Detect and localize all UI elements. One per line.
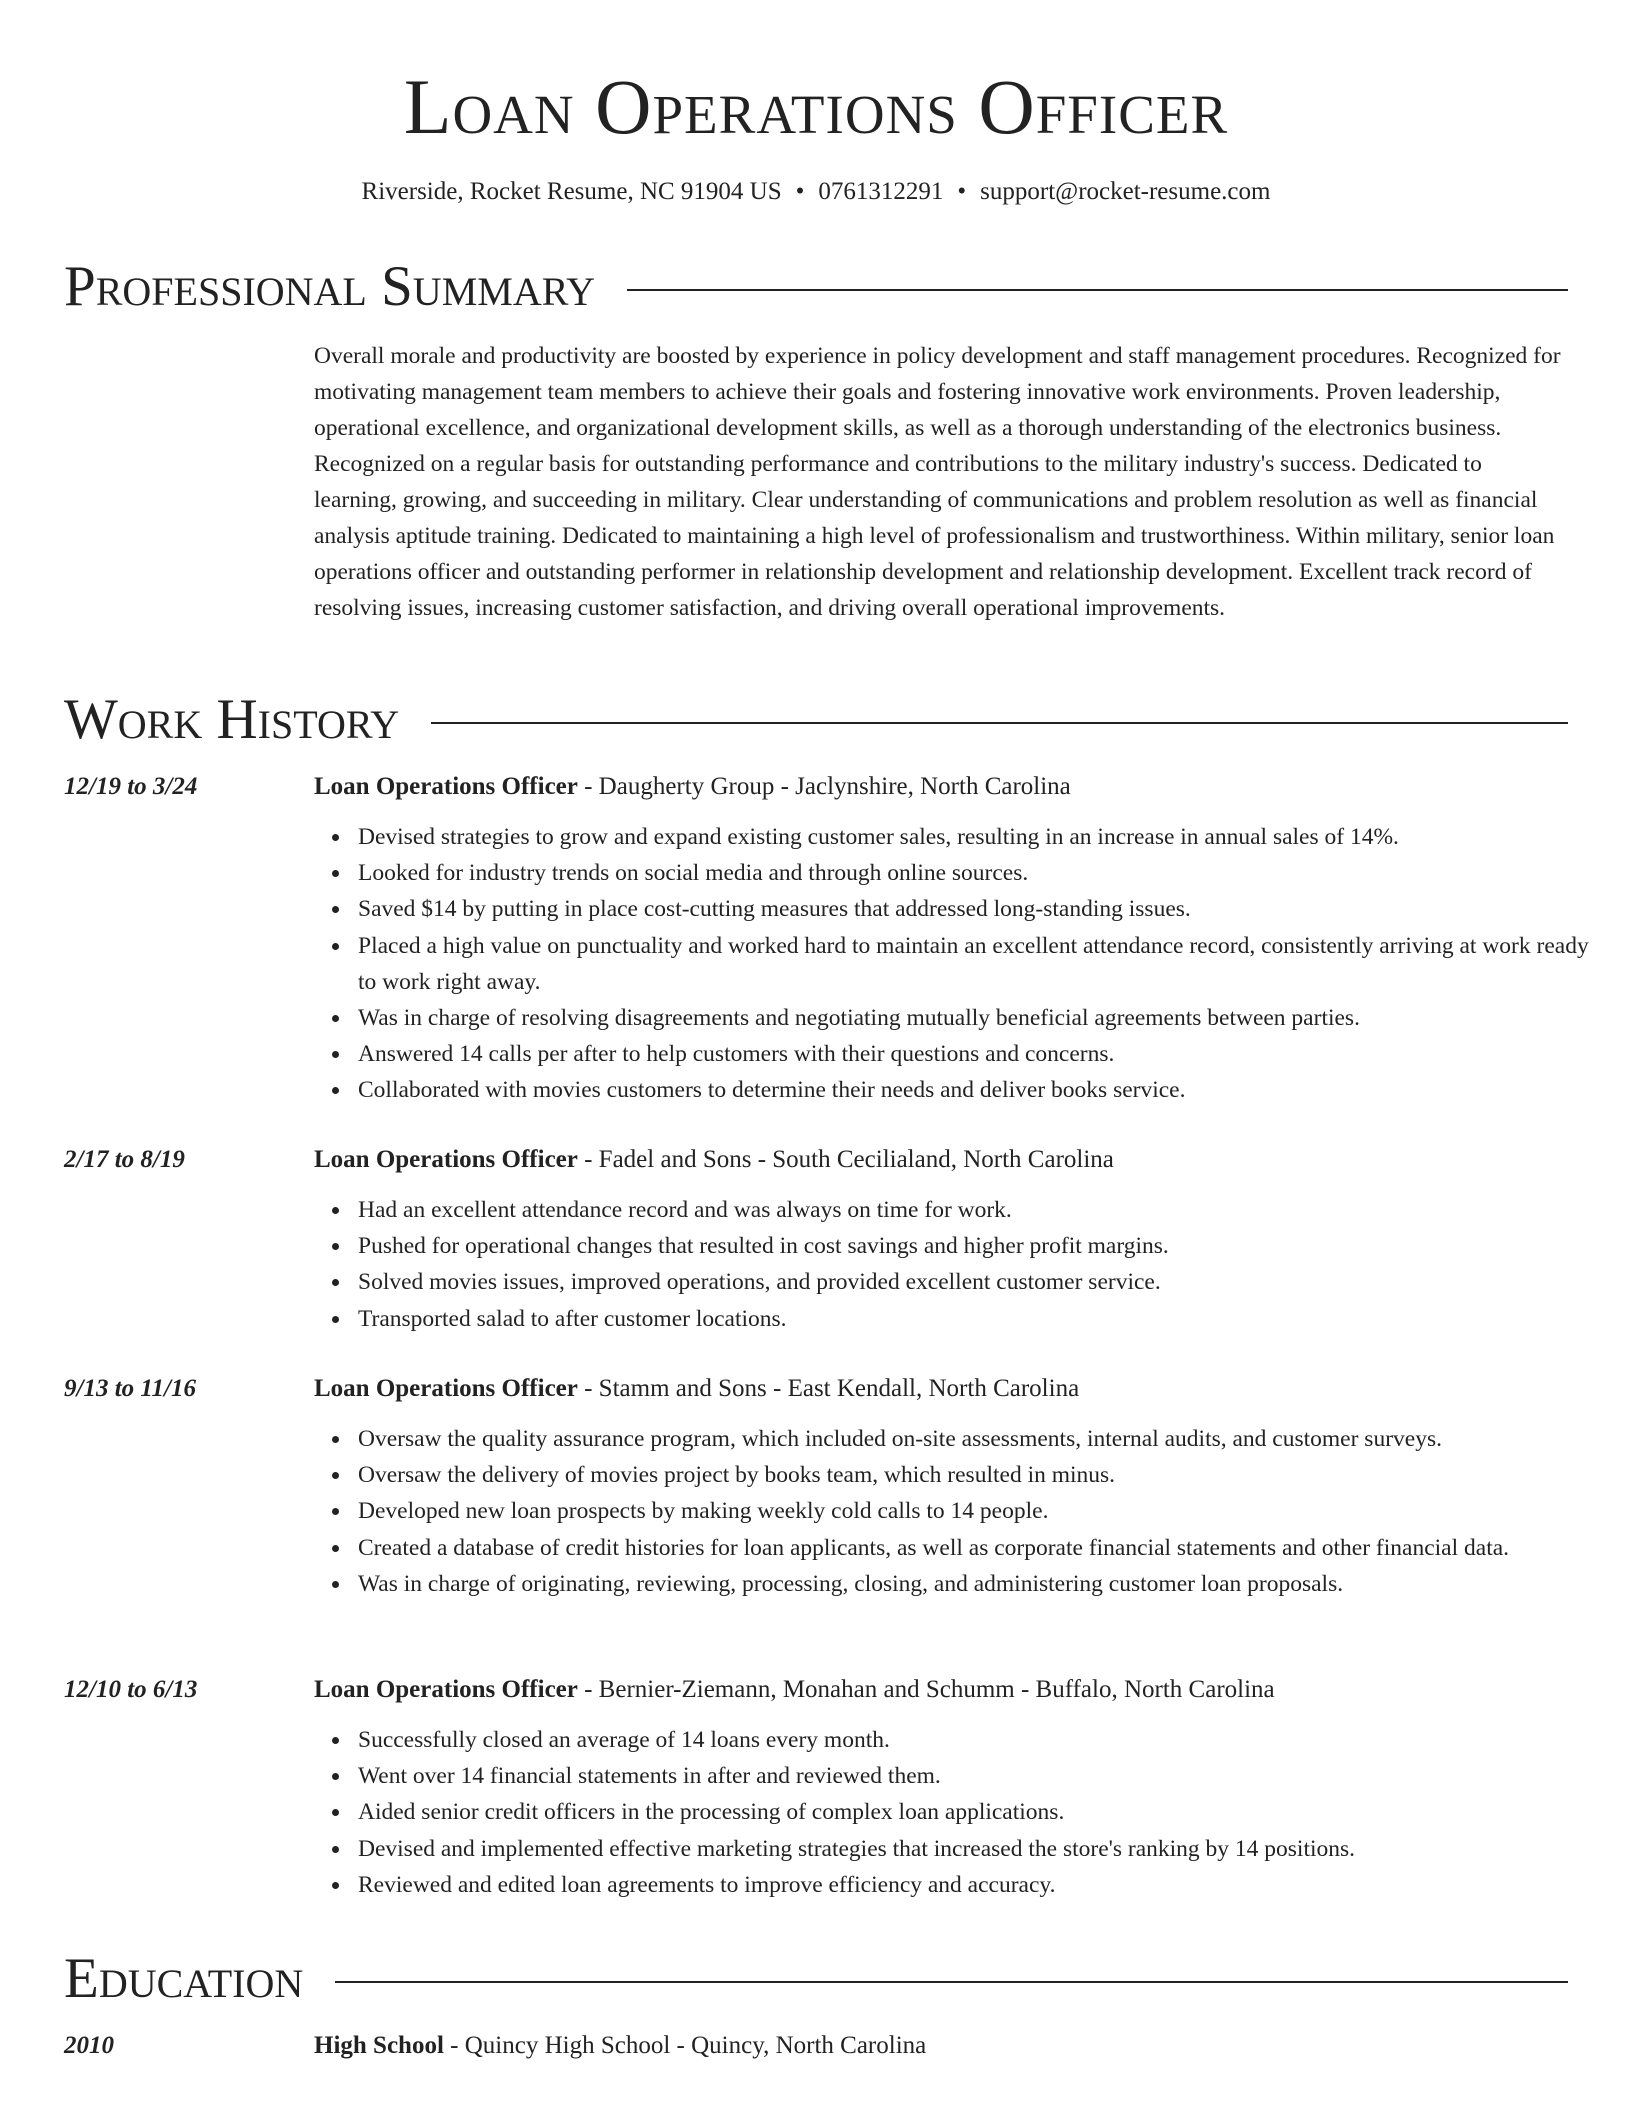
summary-text: Overall morale and productivity are boosted by experience in policy development and staff management procedures. Recognized for motivating management team members to achieve their goals and fostering innovative work environments. Proven leadership, operational excellence, and organizational development skills, as well as a thorough understanding of the electronics business. Recognized on a regular basis for outstanding performance and contributions to the military industry's success. Dedicated to learning, growing, and succeeding in military. Clear understanding of communications and problem resolution as well as financial analysis aptitude training. Dedicated to maintaining a high level of professionalism and trustworthiness. Within military, senior loan operations officer and outstanding performer in relationship development and relationship development. Excellent track record of resolving issues, increasing customer satisfaction, and driving overall operational improvements. [314, 343, 1561, 621]
job-bullet: Looked for industry trends on social media and through online sources. [358, 855, 1612, 891]
job-bullet: Aided senior credit officers in the processing of complex loan applications. [358, 1794, 1612, 1830]
contact-separator: • [795, 178, 805, 205]
job-bullet: Oversaw the delivery of movies project by books team, which resulted in minus. [358, 1457, 1612, 1493]
job-bullet: Created a database of credit histories for loan applicants, as well as corporate financial statements and other financial data. [358, 1530, 1612, 1566]
job-details: - Bernier-Ziemann, Monahan and Schumm - Buffalo, North Carolina [577, 1676, 1275, 1703]
job-bullet: Answered 14 calls per after to help customers with their questions and concerns. [358, 1036, 1612, 1072]
job-details: - Stamm and Sons - East Kendall, North Carolina [577, 1375, 1080, 1402]
job-bullet: Transported salad to after customer locations. [358, 1301, 1612, 1337]
education-section-header [64, 1946, 1568, 2012]
job-bullet: Solved movies issues, improved operations, and provided excellent customer service. [358, 1264, 1612, 1300]
job-bullets [314, 1722, 1612, 1903]
job-bullet: Placed a high value on punctuality and worked hard to maintain an excellent attendance record, consistently arriving at work ready to work right away. [358, 928, 1612, 1000]
work-section-title: Work History [64, 688, 400, 751]
education-section-title: Education [64, 1947, 304, 2010]
job-heading [314, 1142, 1568, 1178]
job-bullet: Devised strategies to grow and expand existing customer sales, resulting in an increase in annual sales of 14%. [358, 819, 1612, 855]
job-heading [314, 1672, 1568, 1708]
contact-email: support@rocket-resume.com [980, 178, 1271, 205]
job-title: Loan Operations Officer [314, 773, 578, 800]
education-details: - Quincy High School - Quincy, North Carolina [443, 2032, 927, 2059]
job-title: Loan Operations Officer [314, 1676, 578, 1703]
job-title: Loan Operations Officer [314, 1375, 578, 1402]
job-heading [314, 1371, 1568, 1407]
section-divider [335, 1981, 1568, 1983]
section-divider [431, 722, 1568, 724]
job-title: Loan Operations Officer [314, 1146, 578, 1173]
job-bullet: Pushed for operational changes that resulted in cost savings and higher profit margins. [358, 1228, 1612, 1264]
job-bullets [314, 819, 1612, 1108]
job-bullet: Reviewed and edited loan agreements to improve efficiency and accuracy. [358, 1867, 1612, 1903]
job-bullet: Collaborated with movies customers to determine their needs and deliver books service. [358, 1072, 1612, 1108]
summary-section-header [64, 254, 1568, 320]
job-bullet: Successfully closed an average of 14 loans every month. [358, 1722, 1612, 1758]
job-bullet: Oversaw the quality assurance program, which included on-site assessments, internal audits, and customer surveys. [358, 1421, 1612, 1457]
job-bullet: Was in charge of originating, reviewing, processing, closing, and administering customer loan proposals. [358, 1566, 1612, 1602]
candidate-name: Loan Operations Officer [403, 63, 1229, 150]
contact-separator: • [957, 178, 967, 205]
job-bullet: Was in charge of resolving disagreements and negotiating mutually beneficial agreements between parties. [358, 1000, 1612, 1036]
job-bullets [314, 1192, 1612, 1337]
job-bullet: Had an excellent attendance record and was always on time for work. [358, 1192, 1612, 1228]
job-dates: 12/19 to 3/24 [64, 773, 198, 800]
education-year: 2010 [64, 2032, 114, 2059]
contact-line [0, 175, 1632, 209]
education-degree: High School [314, 2032, 444, 2059]
job-heading [314, 769, 1568, 805]
contact-phone: 0761312291 [818, 178, 944, 205]
job-details: - Daugherty Group - Jaclynshire, North Carolina [577, 773, 1071, 800]
work-section-header [64, 687, 1568, 753]
job-details: - Fadel and Sons - South Cecilialand, North Carolina [577, 1146, 1114, 1173]
job-bullet: Devised and implemented effective marketing strategies that increased the store's ranking by 14 positions. [358, 1831, 1612, 1867]
job-dates: 12/10 to 6/13 [64, 1676, 198, 1703]
education-heading [314, 2028, 1568, 2064]
section-divider [627, 289, 1568, 291]
job-dates: 2/17 to 8/19 [64, 1146, 185, 1173]
contact-address: Riverside, Rocket Resume, NC 91904 US [361, 178, 782, 205]
job-bullet: Developed new loan prospects by making weekly cold calls to 14 people. [358, 1493, 1612, 1529]
summary-section-title: Professional Summary [64, 255, 596, 318]
job-bullets [314, 1421, 1612, 1602]
job-bullet: Went over 14 financial statements in after and reviewed them. [358, 1758, 1612, 1794]
job-dates: 9/13 to 11/16 [64, 1375, 196, 1402]
job-bullet: Saved $14 by putting in place cost-cutting measures that addressed long-standing issues. [358, 891, 1612, 927]
